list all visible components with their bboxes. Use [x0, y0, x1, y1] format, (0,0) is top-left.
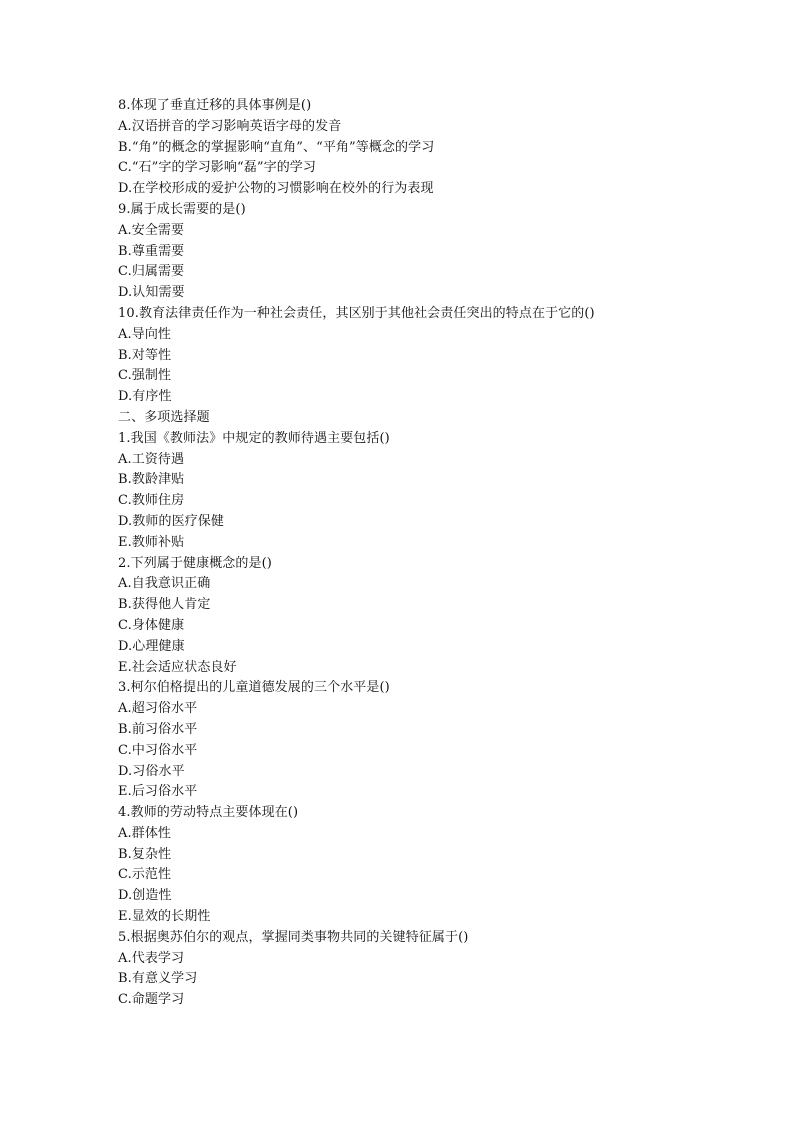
q10-option-b: B.对等性: [118, 347, 172, 363]
q9-option-c: C.归属需要: [118, 264, 185, 280]
mc4-option-d: D.创造性: [118, 888, 172, 904]
q8-option-a: A.汉语拼音的学习影响英语字母的发音: [118, 118, 342, 134]
mc3-option-c: C.中习俗水平: [118, 742, 198, 758]
mc-question-4: 4.教师的劳动特点主要体现在(): [118, 805, 299, 821]
mc3-option-a: A.超习俗水平: [118, 701, 198, 717]
section-heading-multiple-choice: 二、多项选择题: [118, 409, 210, 425]
q8-option-c: C.“石”字的学习影响“磊”字的学习: [118, 160, 316, 176]
q10-option-a: A.导向性: [118, 326, 172, 342]
q10-option-d: D.有序性: [118, 389, 172, 405]
mc2-option-b: B.获得他人肯定: [118, 597, 211, 613]
mc2-option-a: A.自我意识正确: [118, 576, 211, 592]
question-8: 8.体现了垂直迁移的具体事例是(): [118, 98, 312, 113]
mc3-option-e: E.后习俗水平: [118, 784, 198, 800]
mc1-option-e: E.教师补贴: [118, 534, 185, 550]
mc1-option-a: A.工资待遇: [118, 451, 185, 467]
q10-option-c: C.强制性: [118, 368, 172, 384]
mc5-option-c: C.命题学习: [118, 992, 185, 1008]
mc1-option-d: D.教师的医疗保健: [118, 513, 224, 529]
mc-question-5: 5.根据奥苏伯尔的观点，掌握同类事物共同的关键特征属于(): [118, 929, 469, 945]
question-9: 9.属于成长需要的是(): [118, 201, 246, 217]
mc1-option-c: C.教师住房: [118, 493, 185, 509]
mc3-option-b: B.前习俗水平: [118, 721, 198, 737]
mc5-option-a: A.代表学习: [118, 950, 185, 966]
mc4-option-a: A.群体性: [118, 825, 172, 841]
mc1-option-b: B.教龄津贴: [118, 472, 185, 488]
mc-question-3: 3.柯尔伯格提出的儿童道德发展的三个水平是(): [118, 680, 390, 696]
mc3-option-d: D.习俗水平: [118, 763, 185, 779]
mc4-option-c: C.示范性: [118, 867, 172, 883]
question-10: 10.教育法律责任作为一种社会责任，其区别于其他社会责任突出的特点在于它的(): [118, 305, 595, 321]
mc5-option-b: B.有意义学习: [118, 971, 198, 987]
q8-option-d: D.在学校形成的爱护公物的习惯影响在校外的行为表现: [118, 181, 434, 197]
q9-option-a: A.安全需要: [118, 222, 185, 238]
mc2-option-e: E.社会适应状态良好: [118, 659, 237, 675]
mc2-option-c: C.身体健康: [118, 617, 185, 633]
q8-option-b: B.“角”的概念的掌握影响“直角”、“平角”等概念的学习: [118, 139, 435, 155]
q9-option-d: D.认知需要: [118, 285, 185, 301]
mc4-option-e: E.显效的长期性: [118, 909, 211, 925]
mc-question-2: 2.下列属于健康概念的是(): [118, 555, 272, 571]
mc4-option-b: B.复杂性: [118, 846, 172, 862]
mc2-option-d: D.心理健康: [118, 638, 185, 654]
q9-option-b: B.尊重需要: [118, 243, 185, 259]
mc-question-1: 1.我国《教师法》中规定的教师待遇主要包括(): [118, 430, 390, 446]
document-body: [118, 96, 758, 1011]
